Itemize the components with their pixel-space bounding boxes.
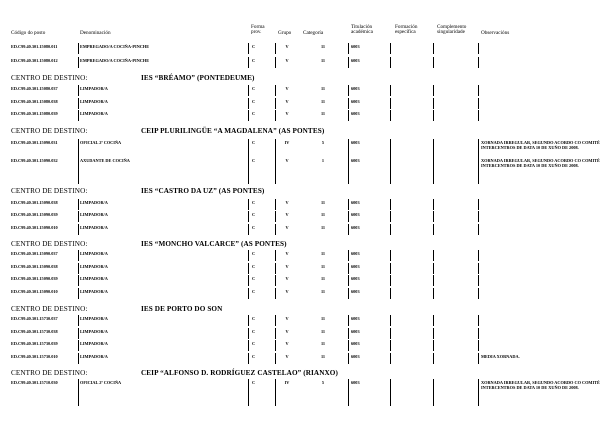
column-divider	[348, 211, 349, 222]
provision-form: C	[252, 341, 256, 346]
column-divider	[78, 379, 79, 406]
provision-form: C	[252, 44, 256, 49]
category: 5	[321, 140, 325, 145]
provision-form: C	[252, 354, 256, 359]
column-divider	[275, 379, 276, 406]
column-divider	[78, 275, 79, 286]
denomination: LIMPADOR/A	[80, 289, 108, 294]
category: 11	[320, 111, 326, 116]
category: 11	[320, 44, 326, 49]
category: 11	[320, 225, 326, 230]
column-divider	[390, 250, 391, 261]
provision-form: C	[252, 140, 256, 145]
section-header	[11, 127, 601, 136]
column-divider	[433, 288, 434, 299]
category: 11	[320, 200, 326, 205]
column-divider	[433, 250, 434, 261]
column-divider	[275, 263, 276, 274]
section-header	[11, 74, 601, 83]
provision-form: C	[252, 251, 256, 256]
column-divider	[478, 263, 479, 274]
academic-degree: 6003	[351, 380, 360, 385]
academic-degree: 6003	[351, 86, 360, 91]
column-divider	[275, 57, 276, 68]
provision-form: C	[252, 99, 256, 104]
header-titulacion: Titulación académica	[351, 24, 373, 36]
column-divider	[478, 43, 479, 54]
category: 11	[320, 276, 326, 281]
column-divider	[248, 288, 249, 299]
column-divider	[478, 250, 479, 261]
column-divider	[78, 315, 79, 326]
column-divider	[348, 98, 349, 109]
column-divider	[390, 275, 391, 286]
provision-form: C	[252, 111, 256, 116]
column-divider	[478, 110, 479, 121]
column-divider	[478, 199, 479, 210]
column-divider	[390, 379, 391, 406]
column-divider	[248, 340, 249, 351]
group: V	[285, 86, 289, 91]
column-divider	[348, 110, 349, 121]
column-divider	[433, 315, 434, 326]
provision-form: C	[252, 264, 256, 269]
category: 11	[320, 289, 326, 294]
centre-name: IES “MONCHO VALCARCE” (AS PONTES)	[141, 240, 287, 248]
column-divider	[478, 275, 479, 286]
column-divider	[478, 340, 479, 351]
column-divider	[348, 379, 349, 406]
observations: XORNADA IRREGULAR, SEGUNDO ACORDO CO COMITÉ INTERCENTROS DE DATA 10 DE XUÑO DE 2008.	[481, 158, 600, 168]
section-header	[11, 305, 601, 314]
column-divider	[248, 43, 249, 54]
column-divider	[78, 157, 79, 184]
denomination: LIMPADOR/A	[80, 86, 108, 91]
column-divider	[78, 263, 79, 274]
category: 11	[320, 251, 326, 256]
post-code: ED.C99.40.301.15090.038	[11, 200, 58, 205]
column-divider	[478, 379, 479, 406]
denomination: LIMPADOR/A	[80, 200, 108, 205]
denomination: LIMPADOR/A	[80, 225, 108, 230]
column-divider	[433, 353, 434, 364]
column-divider	[478, 157, 479, 184]
column-divider	[78, 328, 79, 339]
column-divider	[390, 57, 391, 68]
column-divider	[248, 224, 249, 235]
column-divider	[78, 85, 79, 96]
column-divider	[390, 199, 391, 210]
column-divider	[78, 110, 79, 121]
group: V	[285, 354, 289, 359]
column-divider	[275, 315, 276, 326]
denomination: LIMPADOR/A	[80, 341, 108, 346]
column-divider	[348, 353, 349, 364]
column-divider	[390, 224, 391, 235]
column-divider	[78, 340, 79, 351]
column-divider	[478, 211, 479, 222]
column-divider	[348, 340, 349, 351]
post-code: ED.C99.40.301.15730.038	[11, 329, 58, 334]
centre-name: CEIP PLURILINGÜE “A MAGDALENA” (AS PONTES)	[141, 127, 325, 135]
column-divider	[390, 211, 391, 222]
section-label: CENTRO DE DESTINO:	[11, 369, 88, 377]
group: V	[285, 316, 289, 321]
column-divider	[78, 250, 79, 261]
column-divider	[390, 110, 391, 121]
column-divider	[248, 250, 249, 261]
category: 11	[320, 99, 326, 104]
header-denominacion: Denominación	[80, 30, 111, 36]
academic-degree: 6003	[351, 58, 360, 63]
group: V	[285, 99, 289, 104]
column-divider	[275, 250, 276, 261]
provision-form: C	[252, 158, 256, 163]
provision-form: C	[252, 86, 256, 91]
denomination: EMPREGADO/A COCIÑA-PINCHE	[80, 58, 150, 63]
academic-degree: 6003	[351, 276, 360, 281]
column-divider	[433, 57, 434, 68]
group: V	[285, 225, 289, 230]
column-divider	[348, 328, 349, 339]
column-divider	[275, 157, 276, 184]
denomination: EMPREGADO/A COCIÑA-PINCHE	[80, 44, 150, 49]
column-divider	[78, 288, 79, 299]
column-divider	[348, 250, 349, 261]
academic-degree: 6003	[351, 200, 360, 205]
academic-degree: 6003	[351, 329, 360, 334]
column-divider	[275, 224, 276, 235]
column-divider	[248, 211, 249, 222]
provision-form: C	[252, 212, 256, 217]
section-label: CENTRO DE DESTINO:	[11, 127, 88, 135]
column-divider	[248, 315, 249, 326]
column-divider	[433, 224, 434, 235]
category: 11	[320, 329, 326, 334]
column-divider	[433, 98, 434, 109]
column-divider	[348, 263, 349, 274]
column-divider	[433, 328, 434, 339]
denomination: LIMPADOR/A	[80, 251, 108, 256]
post-code: ED.C99.40.301.15080.039	[11, 111, 58, 116]
column-divider	[348, 43, 349, 54]
column-divider	[478, 57, 479, 68]
column-divider	[78, 43, 79, 54]
centre-name: IES “BRÉAMO” (PONTEDEUME)	[141, 74, 255, 82]
category: 11	[320, 86, 326, 91]
post-code: ED.C99.40.301.15090.039	[11, 212, 58, 217]
column-divider	[390, 328, 391, 339]
column-divider	[275, 211, 276, 222]
centre-name: CEIP “ALFONSO D. RODRÍGUEZ CASTELAO” (RIANXO)	[141, 369, 338, 377]
centre-name: IES “CASTRO DA UZ” (AS PONTES)	[141, 187, 265, 195]
column-divider	[248, 379, 249, 406]
column-divider	[248, 57, 249, 68]
category: 1	[321, 158, 325, 163]
header-formacion: Formación específica	[395, 24, 418, 36]
academic-degree: 6003	[351, 251, 360, 256]
post-code: ED.C99.40.301.15080.012	[11, 58, 58, 63]
category: 11	[320, 58, 326, 63]
section-header	[11, 240, 601, 249]
observations: XORNADA IRREGULAR, SEGUNDO ACORDO CO COMITÉ INTERCENTROS DE DATA 10 DE XUÑO DE 2008.	[481, 380, 600, 390]
column-divider	[390, 340, 391, 351]
academic-degree: 6003	[351, 264, 360, 269]
column-divider	[478, 98, 479, 109]
academic-degree: 6003	[351, 111, 360, 116]
column-divider	[78, 57, 79, 68]
column-divider	[348, 157, 349, 184]
academic-degree: 6003	[351, 289, 360, 294]
header-grupo: Grupo	[278, 30, 292, 36]
group: V	[285, 289, 289, 294]
provision-form: C	[252, 380, 256, 385]
column-divider	[433, 110, 434, 121]
post-code: ED.C99.40.301.15090.039	[11, 276, 58, 281]
academic-degree: 6003	[351, 316, 360, 321]
column-divider	[478, 85, 479, 96]
column-divider	[348, 199, 349, 210]
denomination: LIMPADOR/A	[80, 212, 108, 217]
denomination: AXUDANTE DE COCIÑA	[80, 158, 130, 163]
observations: MEDIA XORNADA.	[481, 354, 520, 359]
column-divider	[78, 98, 79, 109]
column-divider	[478, 288, 479, 299]
column-divider	[275, 353, 276, 364]
academic-degree: 6003	[351, 158, 360, 163]
column-divider	[248, 98, 249, 109]
column-divider	[275, 85, 276, 96]
column-divider	[433, 199, 434, 210]
header-complemento: Complemento singularidade	[437, 24, 467, 36]
academic-degree: 6003	[351, 44, 360, 49]
provision-form: C	[252, 276, 256, 281]
observations: XORNADA IRREGULAR, SEGUNDO ACORDO CO COMITÉ INTERCENTROS DE DATA 10 DE XUÑO DE 2008.	[481, 140, 600, 150]
column-divider	[348, 85, 349, 96]
group: V	[285, 276, 289, 281]
column-divider	[390, 263, 391, 274]
category: 11	[320, 341, 326, 346]
post-code: ED.C99.40.301.15730.039	[11, 341, 58, 346]
academic-degree: 6003	[351, 341, 360, 346]
column-divider	[348, 57, 349, 68]
column-divider	[248, 263, 249, 274]
centre-name: IES DE PORTO DO SON	[141, 305, 223, 313]
column-divider	[275, 328, 276, 339]
section-label: CENTRO DE DESTINO:	[11, 187, 88, 195]
post-code: ED.C99.40.301.15090.010	[11, 289, 58, 294]
category: 11	[320, 316, 326, 321]
group: V	[285, 111, 289, 116]
provision-form: C	[252, 200, 256, 205]
column-divider	[348, 315, 349, 326]
column-divider	[433, 43, 434, 54]
column-divider	[390, 288, 391, 299]
denomination: OFICIAL 2ª COCIÑA	[80, 380, 122, 385]
column-divider	[390, 98, 391, 109]
column-divider	[348, 288, 349, 299]
section-label: CENTRO DE DESTINO:	[11, 240, 88, 248]
group: V	[285, 341, 289, 346]
academic-degree: 6003	[351, 99, 360, 104]
header-forma: Forma prov.	[251, 24, 265, 36]
column-divider	[248, 275, 249, 286]
denomination: LIMPADOR/A	[80, 354, 108, 359]
column-divider	[390, 43, 391, 54]
group: IV	[284, 140, 290, 145]
provision-form: C	[252, 316, 256, 321]
academic-degree: 6003	[351, 225, 360, 230]
denomination: LIMPADOR/A	[80, 329, 108, 334]
column-divider	[275, 110, 276, 121]
column-divider	[275, 288, 276, 299]
provision-form: C	[252, 58, 256, 63]
category: 5	[321, 380, 325, 385]
column-divider	[478, 315, 479, 326]
column-divider	[275, 98, 276, 109]
section-label: CENTRO DE DESTINO:	[11, 74, 88, 82]
post-code: ED.C99.40.301.15090.031	[11, 140, 58, 145]
column-divider	[248, 85, 249, 96]
header-codigo: Código do posto	[11, 30, 46, 36]
denomination: OFICIAL 2ª COCIÑA	[80, 140, 122, 145]
group: V	[285, 329, 289, 334]
post-code: ED.C99.40.301.15090.038	[11, 264, 58, 269]
header-observacions: Observacións	[481, 30, 510, 36]
section-header	[11, 369, 601, 378]
provision-form: C	[252, 225, 256, 230]
column-divider	[390, 85, 391, 96]
group: V	[285, 158, 289, 163]
column-divider	[433, 275, 434, 286]
post-code: ED.C99.40.301.15080.011	[11, 44, 58, 49]
category: 11	[320, 212, 326, 217]
column-divider	[248, 328, 249, 339]
column-divider	[248, 199, 249, 210]
column-divider	[433, 85, 434, 96]
column-divider	[248, 157, 249, 184]
column-divider	[348, 275, 349, 286]
denomination: LIMPADOR/A	[80, 276, 108, 281]
column-divider	[433, 211, 434, 222]
academic-degree: 6003	[351, 140, 360, 145]
column-divider	[390, 157, 391, 184]
section-header	[11, 187, 601, 196]
category: 11	[320, 354, 326, 359]
post-code: ED.C99.40.301.15080.038	[11, 99, 58, 104]
group: V	[285, 44, 289, 49]
post-code: ED.C99.40.301.15730.037	[11, 316, 58, 321]
post-code: ED.C99.40.301.15090.032	[11, 158, 58, 163]
post-code: ED.C99.40.301.15090.010	[11, 225, 58, 230]
column-divider	[275, 275, 276, 286]
column-divider	[348, 224, 349, 235]
group: IV	[284, 380, 290, 385]
column-divider	[478, 353, 479, 364]
column-divider	[275, 199, 276, 210]
column-divider	[78, 199, 79, 210]
column-divider	[390, 315, 391, 326]
group: V	[285, 200, 289, 205]
category: 11	[320, 264, 326, 269]
denomination: LIMPADOR/A	[80, 316, 108, 321]
section-label: CENTRO DE DESTINO:	[11, 305, 88, 313]
column-divider	[390, 353, 391, 364]
header-categoria: Categoría	[303, 30, 324, 36]
column-divider	[78, 353, 79, 364]
academic-degree: 6003	[351, 354, 360, 359]
column-divider	[78, 211, 79, 222]
denomination: LIMPADOR/A	[80, 111, 108, 116]
group: V	[285, 264, 289, 269]
denomination: LIMPADOR/A	[80, 264, 108, 269]
group: V	[285, 212, 289, 217]
group: V	[285, 58, 289, 63]
column-divider	[433, 379, 434, 406]
column-divider	[248, 353, 249, 364]
column-divider	[78, 224, 79, 235]
post-code: ED.C99.40.301.15730.010	[11, 354, 58, 359]
post-code: ED.C99.40.301.15080.037	[11, 86, 58, 91]
group: V	[285, 251, 289, 256]
column-divider	[478, 328, 479, 339]
column-divider	[478, 224, 479, 235]
academic-degree: 6003	[351, 212, 360, 217]
provision-form: C	[252, 289, 256, 294]
post-code: ED.C99.40.301.15710.030	[11, 380, 58, 385]
denomination: LIMPADOR/A	[80, 99, 108, 104]
post-code: ED.C99.40.301.15090.037	[11, 251, 58, 256]
column-divider	[248, 110, 249, 121]
column-divider	[433, 340, 434, 351]
column-divider	[275, 43, 276, 54]
column-divider	[433, 263, 434, 274]
provision-form: C	[252, 329, 256, 334]
column-divider	[433, 157, 434, 184]
column-divider	[275, 340, 276, 351]
